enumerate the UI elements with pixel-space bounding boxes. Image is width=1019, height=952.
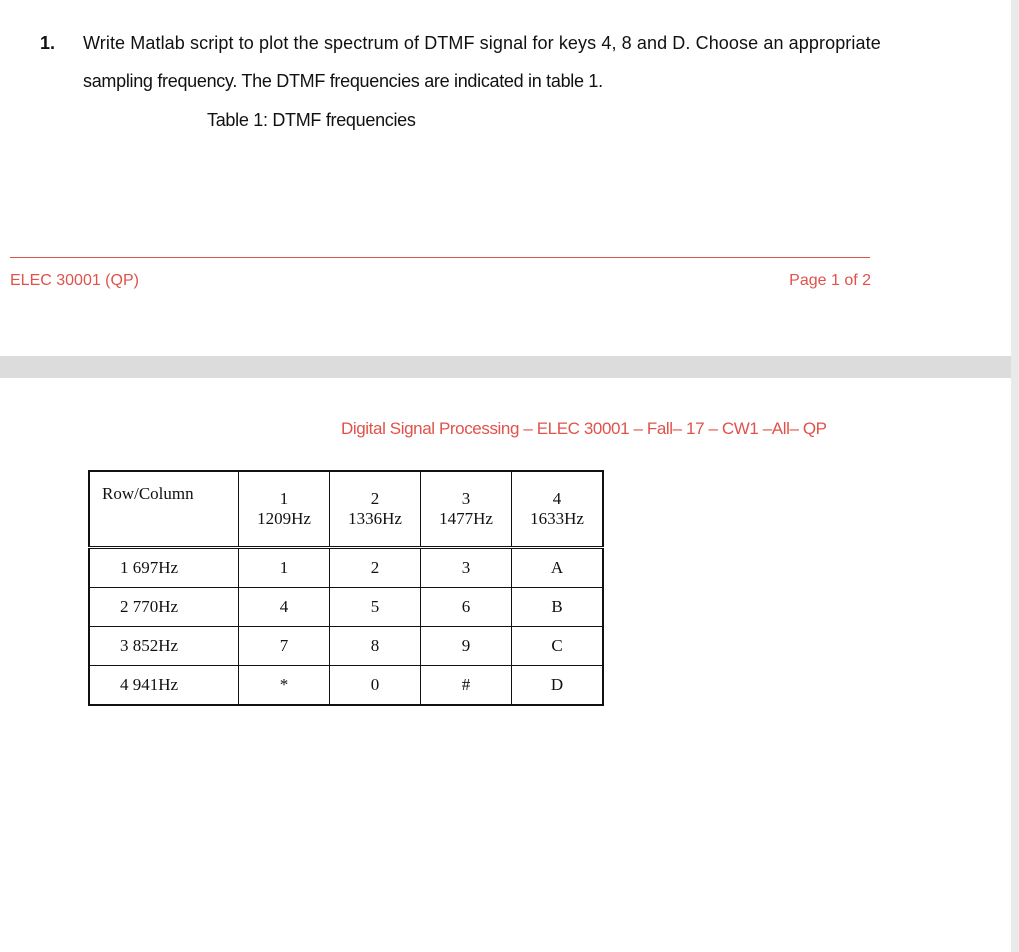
column-index: 4 (552, 489, 562, 508)
footer-course-code: ELEC 30001 (QP) (10, 272, 139, 289)
column-frequency: 1209Hz (257, 509, 311, 528)
footer-page-number: Page 1 of 2 (789, 272, 871, 289)
key-cell: 0 (330, 666, 421, 706)
column-index: 3 (461, 489, 471, 508)
key-cell: D (512, 666, 604, 706)
column-header-3 (421, 471, 512, 548)
key-cell: 1 (239, 548, 330, 588)
key-cell: C (512, 627, 604, 666)
key-cell: 2 (330, 548, 421, 588)
table-row (89, 627, 603, 666)
row-label: 3 852Hz (89, 627, 239, 666)
page-header-title: Digital Signal Processing – ELEC 30001 – Fall– 17 – CW1 –All– QP (341, 419, 827, 438)
question-text-line-1: Write Matlab script to plot the spectrum of DTMF signal for keys 4, 8 and D. Choose an appropriate (83, 33, 881, 53)
row-label: 2 770Hz (89, 588, 239, 627)
key-cell: 5 (330, 588, 421, 627)
key-cell: A (512, 548, 604, 588)
column-frequency: 1477Hz (439, 509, 493, 528)
key-cell: 3 (421, 548, 512, 588)
table-corner-cell: Row/Column (89, 471, 239, 548)
key-cell: 9 (421, 627, 512, 666)
column-header-2 (330, 471, 421, 548)
column-frequency: 1633Hz (530, 509, 584, 528)
table-row (89, 666, 603, 706)
table-row (89, 548, 603, 588)
footer-divider (10, 257, 870, 258)
column-frequency: 1336Hz (348, 509, 402, 528)
column-header-4 (512, 471, 604, 548)
scrollbar-track[interactable] (1011, 0, 1019, 952)
key-cell: 6 (421, 588, 512, 627)
key-cell: 4 (239, 588, 330, 627)
page-1 (0, 0, 1011, 356)
key-cell: * (239, 666, 330, 706)
table-header-row (89, 471, 603, 548)
column-header-1 (239, 471, 330, 548)
table-caption: Table 1: DTMF frequencies (207, 110, 416, 130)
question-text-line-2: sampling frequency. The DTMF frequencies are indicated in table 1. (83, 71, 603, 91)
dtmf-frequency-table (88, 470, 604, 706)
row-label: 4 941Hz (89, 666, 239, 706)
question-number: 1. (40, 33, 56, 53)
key-cell: 8 (330, 627, 421, 666)
row-label: 1 697Hz (89, 548, 239, 588)
key-cell: 7 (239, 627, 330, 666)
column-index: 1 (279, 489, 289, 508)
table-row (89, 588, 603, 627)
key-cell: B (512, 588, 604, 627)
page-2 (0, 378, 1011, 952)
key-cell: # (421, 666, 512, 706)
column-index: 2 (370, 489, 380, 508)
